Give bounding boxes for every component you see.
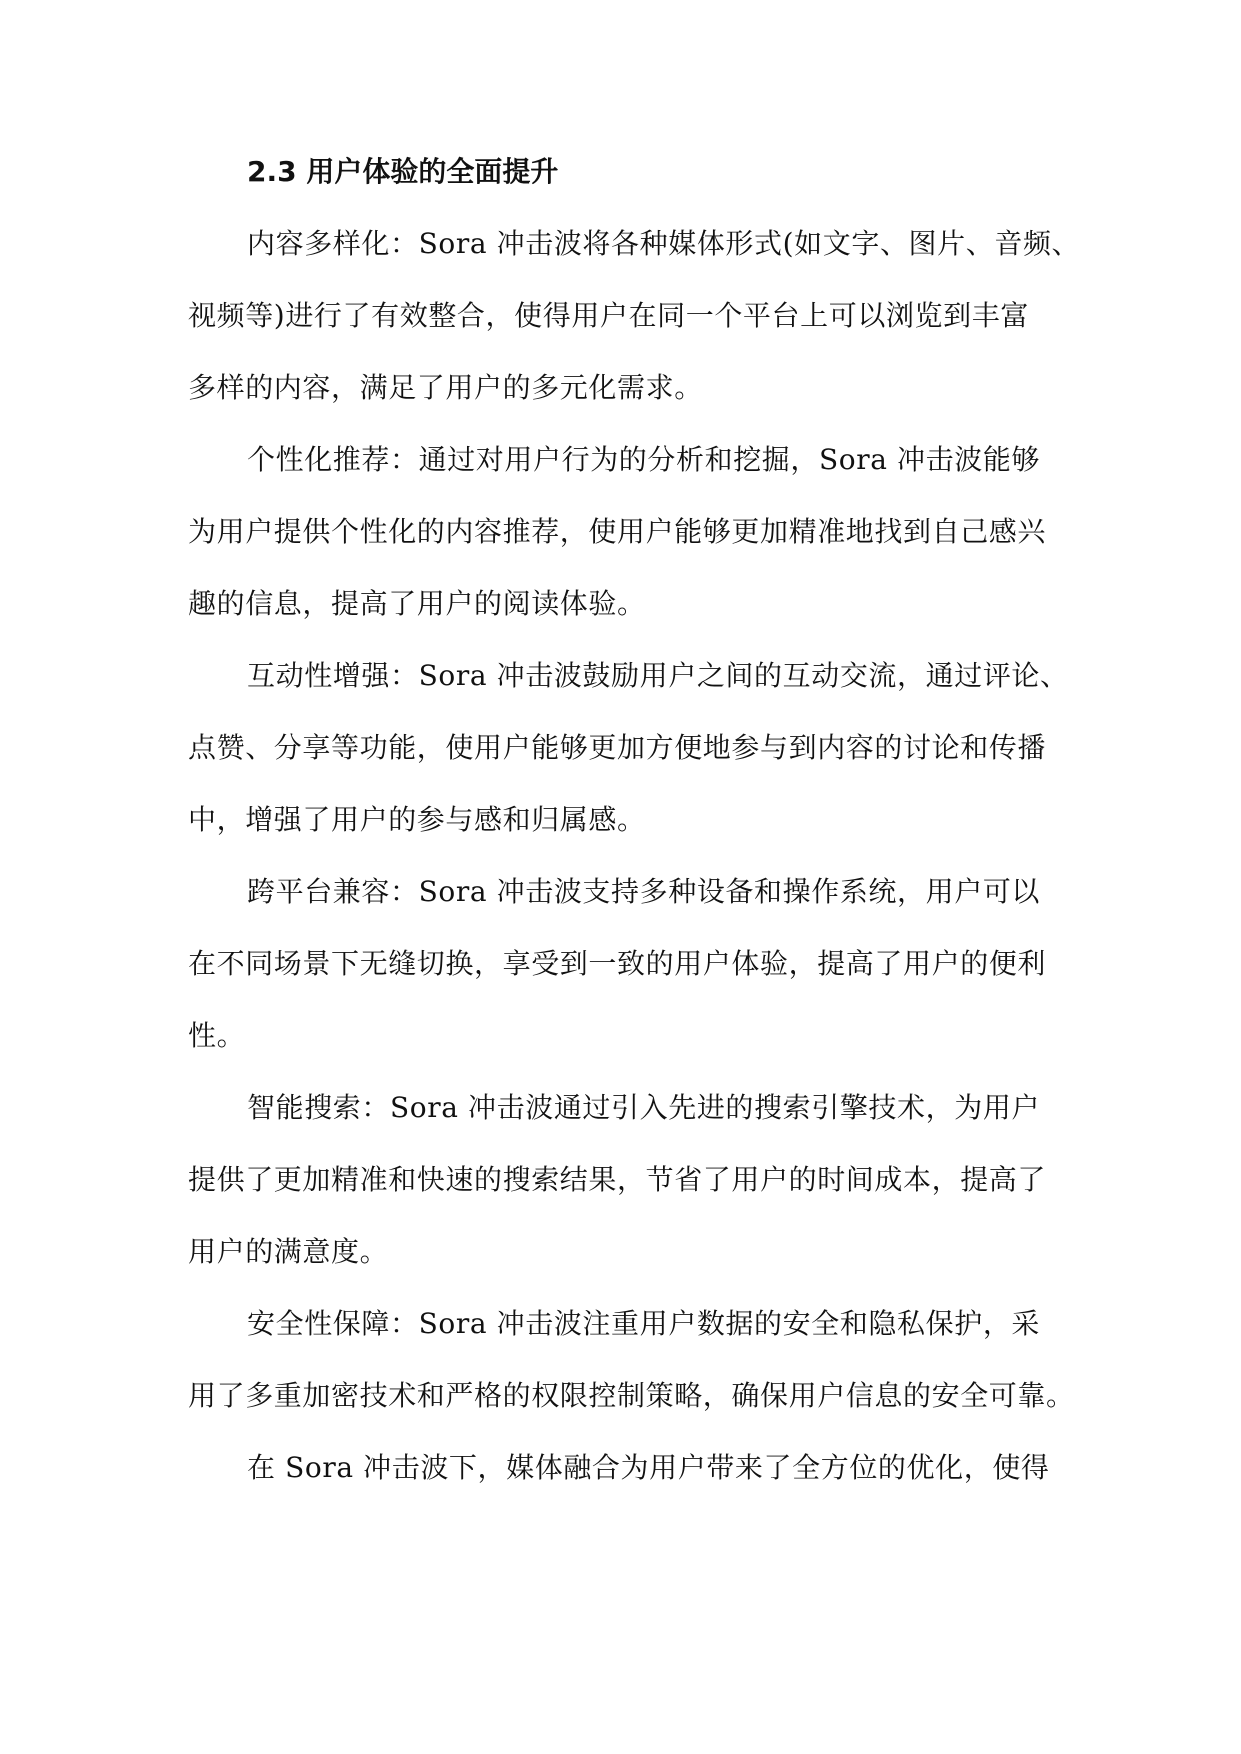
- paragraph-line: 个性化推荐：通过对用户行为的分析和挖掘，Sora 冲击波能够: [247, 443, 1041, 476]
- paragraph-line: 为用户提供个性化的内容推荐，使用户能够更加精准地找到自己感兴: [188, 515, 1047, 548]
- paragraph-line: 在不同场景下无缝切换，享受到一致的用户体验，提高了用户的便利: [188, 947, 1047, 980]
- paragraph-line: 视频等)进行了有效整合，使得用户在同一个平台上可以浏览到丰富: [188, 299, 1029, 332]
- paragraph-line: 互动性增强：Sora 冲击波鼓励用户之间的互动交流，通过评论、: [247, 659, 1069, 692]
- paragraph-line: 智能搜索：Sora 冲击波通过引入先进的搜索引擎技术，为用户: [247, 1091, 1041, 1124]
- section-heading: 2.3 用户体验的全面提升: [247, 155, 559, 188]
- paragraph-line: 内容多样化：Sora 冲击波将各种媒体形式(如文字、图片、音频、: [247, 227, 1081, 260]
- paragraph-line: 安全性保障：Sora 冲击波注重用户数据的安全和隐私保护，采: [247, 1307, 1041, 1340]
- paragraph-line: 多样的内容，满足了用户的多元化需求。: [188, 371, 703, 404]
- paragraph-line: 趣的信息，提高了用户的阅读体验。: [188, 587, 646, 620]
- paragraph-line: 点赞、分享等功能，使用户能够更加方便地参与到内容的讨论和传播: [188, 731, 1047, 764]
- paragraph-line: 用户的满意度。: [188, 1235, 389, 1268]
- paragraph-line: 跨平台兼容：Sora 冲击波支持多种设备和操作系统，用户可以: [247, 875, 1041, 908]
- paragraph-line: 提供了更加精准和快速的搜索结果，节省了用户的时间成本，提高了: [188, 1163, 1047, 1196]
- paragraph-line: 在 Sora 冲击波下，媒体融合为用户带来了全方位的优化，使得: [247, 1451, 1050, 1484]
- paragraph-line: 中，增强了用户的参与感和归属感。: [188, 803, 646, 836]
- paragraph-line: 性。: [188, 1019, 246, 1052]
- paragraph-line: 用了多重加密技术和严格的权限控制策略，确保用户信息的安全可靠。: [188, 1379, 1075, 1412]
